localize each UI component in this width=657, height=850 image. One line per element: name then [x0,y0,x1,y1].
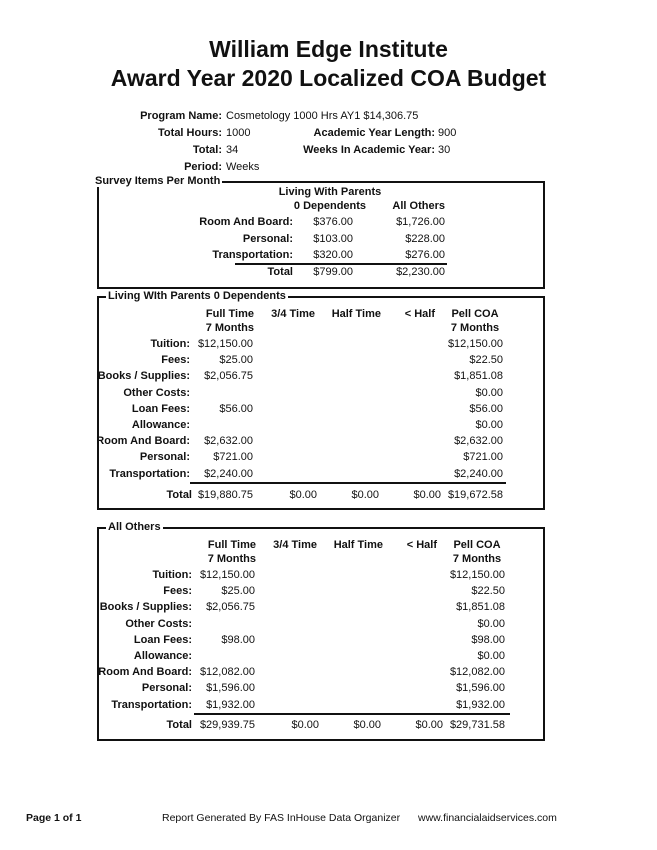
full-time-value: $721.00 [213,451,253,463]
academic-year-length-value: 900 [438,127,457,139]
pell-coa-value: $22.50 [471,585,505,597]
full-time-value: $56.00 [219,403,253,415]
pell-coa-value: $0.00 [477,618,505,630]
pell-coa-value: $22.50 [469,354,503,366]
total-three-quarter-value: $0.00 [289,489,317,501]
total-less-half-value: $0.00 [413,489,441,501]
survey-row-value: $376.00 [313,216,353,228]
full-time-value: $2,056.75 [206,601,255,613]
survey-row-value: $276.00 [405,249,445,261]
survey-row-value: $228.00 [405,233,445,245]
cost-row-label: Fees: [161,354,190,366]
survey-total-value: $2,230.00 [396,266,445,278]
cost-row-label: Room And Board: [96,435,190,447]
pell-coa-value: $56.00 [469,403,503,415]
pell-coa-value: $2,240.00 [454,468,503,480]
living-with-parents-total-label: Total [166,489,192,501]
program-name-label: Program Name: [140,110,222,122]
report-title: William Edge Institute [209,36,448,62]
pell-coa-value: $0.00 [477,650,505,662]
col-half-time-header: Half Time [333,539,383,551]
full-time-value: $1,932.00 [206,699,255,711]
col-full-time-header: Full Time [205,308,254,320]
full-time-value: $12,150.00 [197,338,253,350]
survey-row-label: Room And Board: [199,216,293,228]
cost-row-label: Transportation: [109,468,190,480]
col-half-time-header: Half Time [331,308,381,320]
cost-row-label: Allowance: [133,650,192,662]
total-less-half-value: $0.00 [415,719,443,731]
col-less-half-header: < Half [406,539,437,551]
total-full-time-value: $19,880.75 [197,489,253,501]
survey-row-label: Transportation: [212,249,293,261]
full-time-value: $12,082.00 [199,666,255,678]
academic-year-length-label: Academic Year Length: [313,127,435,139]
full-time-value: $2,632.00 [204,435,253,447]
pell-coa-value: $0.00 [475,387,503,399]
survey-row-value: $320.00 [313,249,353,261]
pell-coa-value: $98.00 [471,634,505,646]
col-pell-coa-header: Pell COA [453,539,501,551]
survey-total-label: Total [267,266,293,278]
col-pell-coa-header: Pell COA [451,308,499,320]
pell-coa-value: $1,596.00 [456,682,505,694]
cost-row-label: Fees: [163,585,192,597]
total-hours-value: 1000 [226,127,251,139]
survey-col-living-with-parents-header: Living With Parents [278,186,382,198]
pell-coa-value: $12,150.00 [447,338,503,350]
living-with-parents-legend: Living WIth Parents 0 Dependents [108,290,286,302]
all-others-total-label: Total [166,719,192,731]
cost-row-label: Personal: [141,682,192,694]
pell-coa-value: $12,082.00 [449,666,505,678]
cost-row-label: Books / Supplies: [97,370,190,382]
total-value: 34 [226,144,239,156]
total-label: Total: [192,144,222,156]
survey-total-rule [235,263,447,265]
weeks-in-academic-year-value: 30 [438,144,451,156]
cost-row-label: Loan Fees: [131,403,190,415]
col-full-time-subheader: 7 Months [207,553,256,565]
col-less-half-header: < Half [404,308,435,320]
col-full-time-subheader: 7 Months [205,322,254,334]
program-name-value: Cosmetology 1000 Hrs AY1 $14,306.75 [226,110,419,122]
total-half-time-value: $0.00 [353,719,381,731]
col-three-quarter-header: 3/4 Time [271,308,315,320]
period-value: Weeks [226,161,260,173]
pell-coa-value: $1,851.08 [456,601,505,613]
website-link[interactable]: www.financialaidservices.com [418,812,557,824]
cost-row-label: Other Costs: [123,387,190,399]
total-half-time-value: $0.00 [351,489,379,501]
page-number: Page 1 of 1 [26,812,82,824]
survey-row-label: Personal: [242,233,293,245]
full-time-value: $2,240.00 [204,468,253,480]
pell-coa-value: $0.00 [475,419,503,431]
full-time-value: $25.00 [221,585,255,597]
total-full-time-value: $29,939.75 [199,719,255,731]
total-pell-coa-value: $19,672.58 [447,489,503,501]
cost-row-label: Loan Fees: [133,634,192,646]
full-time-value: $25.00 [219,354,253,366]
survey-col-living-with-parents-subheader: 0 Dependents [293,200,367,212]
pell-coa-value: $1,932.00 [456,699,505,711]
weeks-in-academic-year-label: Weeks In Academic Year: [303,144,435,156]
survey-items-legend: Survey Items Per Month [95,175,221,187]
living-with-parents-total-rule [190,482,506,484]
col-full-time-header: Full Time [207,539,256,551]
survey-total-value: $799.00 [313,266,353,278]
pell-coa-value: $12,150.00 [449,569,505,581]
cost-row-label: Other Costs: [125,618,192,630]
survey-row-value: $1,726.00 [396,216,445,228]
full-time-value: $1,596.00 [206,682,255,694]
col-three-quarter-header: 3/4 Time [273,539,317,551]
pell-coa-value: $1,851.08 [454,370,503,382]
cost-row-label: Tuition: [150,338,190,350]
cost-row-label: Allowance: [131,419,190,431]
cost-row-label: Tuition: [152,569,192,581]
pell-coa-value: $721.00 [463,451,503,463]
cost-row-label: Books / Supplies: [99,601,192,613]
cost-row-label: Personal: [139,451,190,463]
period-label: Period: [184,161,222,173]
report-generated-by: Report Generated By FAS InHouse Data Organizer [162,812,401,824]
all-others-legend: All Others [108,521,161,533]
survey-row-value: $103.00 [313,233,353,245]
full-time-value: $2,056.75 [204,370,253,382]
report-subtitle: Award Year 2020 Localized COA Budget [110,65,547,91]
full-time-value: $98.00 [221,634,255,646]
total-pell-coa-value: $29,731.58 [449,719,505,731]
cost-row-label: Transportation: [111,699,192,711]
col-pell-coa-subheader: 7 Months [452,553,502,565]
total-three-quarter-value: $0.00 [291,719,319,731]
total-hours-label: Total Hours: [158,127,222,139]
all-others-total-rule [194,713,510,715]
survey-col-all-others-header: All Others [392,200,445,212]
cost-row-label: Room And Board: [98,666,192,678]
pell-coa-value: $2,632.00 [454,435,503,447]
full-time-value: $12,150.00 [199,569,255,581]
col-pell-coa-subheader: 7 Months [450,322,500,334]
